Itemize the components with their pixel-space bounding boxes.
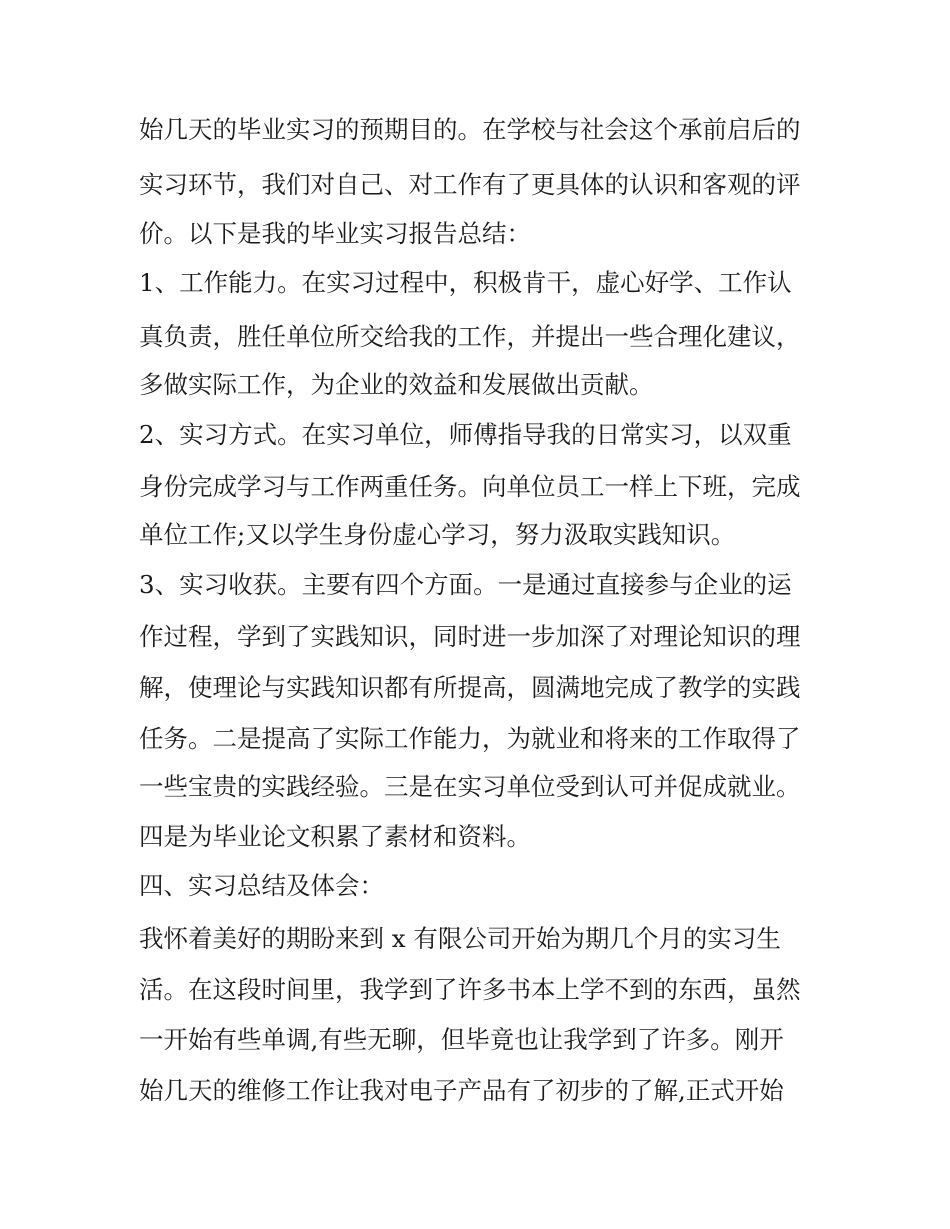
text-line: 始几天的毕业实习的预期目的。在学校与社会这个承前启后的: [139, 115, 801, 144]
text-line: 价。以下是我的毕业实习报告总结：: [139, 219, 531, 248]
text-line: 作过程，学到了实践知识，同时进一步加深了对理论知识的理: [139, 622, 801, 651]
text-line: 单位工作;又以学生身份虚心学习，努力汲取实践知识。: [139, 520, 736, 549]
section-heading: 四、实习总结及体会：: [139, 871, 384, 900]
text-line: 1、工作能力。在实习过程中，积极肯干，虚心好学、工作认: [139, 268, 792, 297]
text-line: 多做实际工作，为企业的效益和发展做出贡献。: [139, 370, 654, 399]
text-line: 实习环节，我们对自己、对工作有了更具体的认识和客观的评: [139, 170, 801, 199]
text-line: 四是为毕业论文积累了素材和资料。: [139, 822, 531, 851]
text-line: 身份完成学习与工作两重任务。向单位员工一样上下班，完成: [139, 472, 801, 501]
text-line: 解，使理论与实践知识都有所提高，圆满地完成了教学的实践: [139, 673, 801, 702]
text-line: 任务。二是提高了实际工作能力，为就业和将来的工作取得了: [139, 724, 801, 753]
text-line: 始几天的维修工作让我对电子产品有了初步的了解,正式开始: [139, 1076, 784, 1105]
text-line: 真负责，胜任单位所交给我的工作，并提出一些合理化建议，: [139, 322, 801, 351]
text-line: 一开始有些单调,有些无聊，但毕竟也让我学到了许多。刚开: [139, 1025, 784, 1054]
text-line: 2、实习方式。在实习单位，师傅指导我的日常实习，以双重: [139, 420, 792, 449]
text-line: 我怀着美好的期盼来到 x 有限公司开始为期几个月的实习生: [139, 924, 781, 953]
text-line: 一些宝贵的实践经验。三是在实习单位受到认可并促成就业。: [139, 772, 801, 801]
text-line: 3、实习收获。主要有四个方面。一是通过直接参与企业的运: [139, 570, 792, 599]
text-line: 活。在这段时间里，我学到了许多书本上学不到的东西，虽然: [139, 975, 801, 1004]
